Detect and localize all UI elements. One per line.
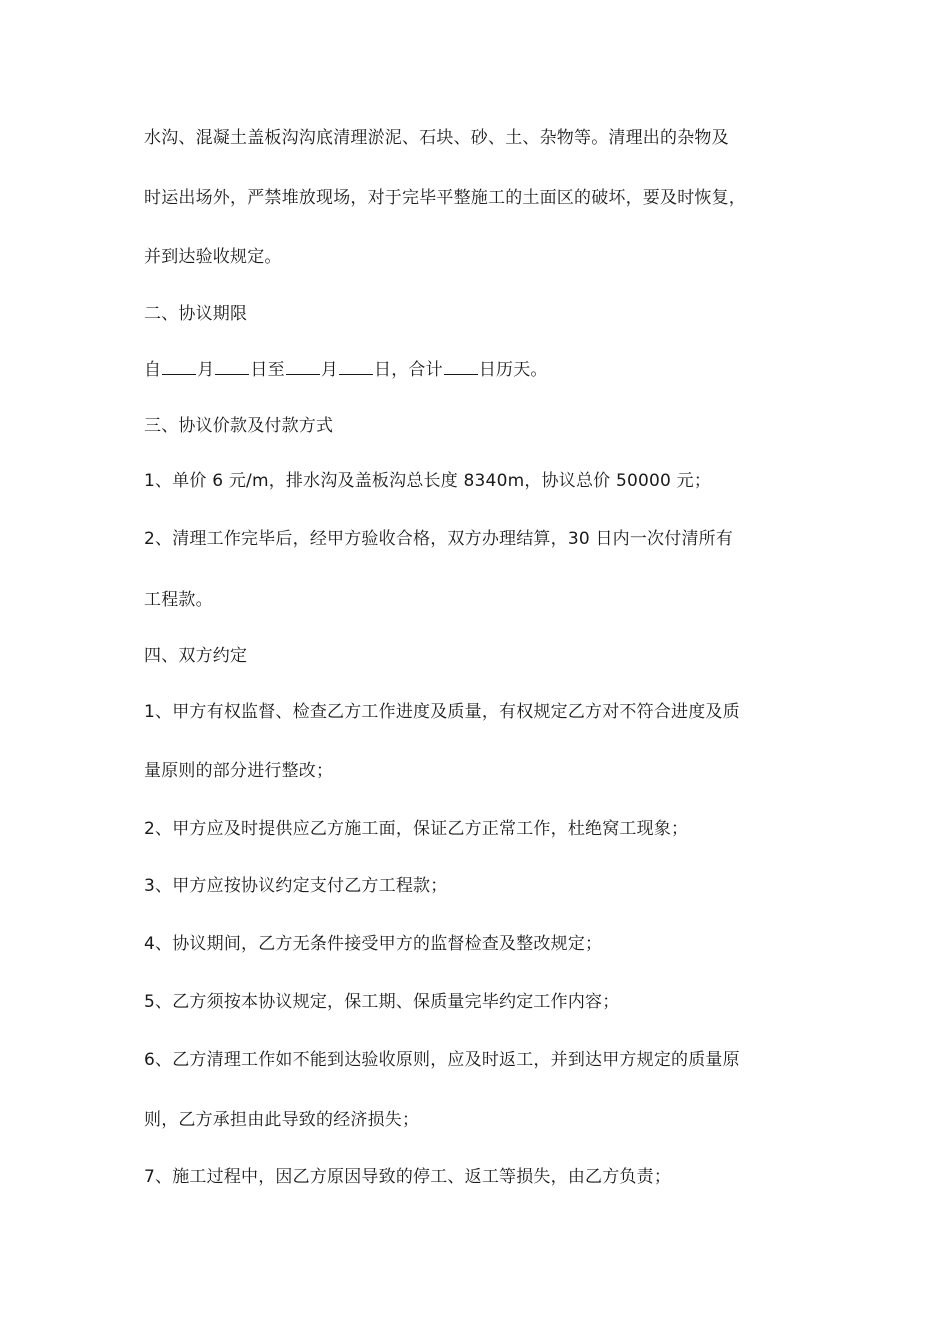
agreement-item-6-line2: 则，乙方承担由此导致的经济损失； [144, 1110, 420, 1130]
term-month2: 月 [320, 360, 339, 380]
section-heading-term: 二、协议期限 [144, 304, 248, 324]
agreement-item-7: 7、施工过程中，因乙方原因导致的停工、返工等损失，由乙方负责； [144, 1167, 672, 1187]
agreement-item-4: 4、协议期间，乙方无条件接受甲方的监督检查及整改规定； [144, 934, 603, 954]
agreement-item-1-line1: 1、甲方有权监督、检查乙方工作进度及质量，有权规定乙方对不符合进度及质 [144, 702, 740, 722]
term-day2: 日，合计 [374, 360, 443, 380]
agreement-item-2: 2、甲方应及时提供应乙方施工面，保证乙方正常工作，杜绝窝工现象； [144, 819, 689, 839]
agreement-item-5: 5、乙方须按本协议规定，保工期、保质量完毕约定工作内容； [144, 992, 620, 1012]
term-from: 自 [144, 360, 162, 380]
term-days: 日历天。 [478, 360, 548, 380]
term-line [144, 359, 548, 381]
term-day1: 日至 [250, 360, 285, 380]
paragraph-line: 时运出场外，严禁堆放现场，对于完毕平整施工的土面区的破坏，要及时恢复， [144, 188, 746, 208]
agreement-item-3: 3、甲方应按协议约定支付乙方工程款； [144, 876, 448, 896]
paragraph-line: 并到达验收规定。 [144, 247, 282, 267]
blank-field [162, 359, 196, 375]
agreement-item-1-line2: 量原则的部分进行整改； [144, 761, 334, 781]
agreement-item-6-line1: 6、乙方清理工作如不能到达验收原则，应及时返工，并到达甲方规定的质量原 [144, 1050, 740, 1070]
blank-field [339, 359, 373, 375]
blank-field [286, 359, 320, 375]
paragraph-line: 水沟、混凝土盖板沟沟底清理淤泥、石块、砂、土、杂物等。清理出的杂物及 [144, 128, 729, 148]
payment-item-2-line2: 工程款。 [144, 590, 213, 610]
term-month1: 月 [197, 360, 215, 380]
blank-field [444, 359, 478, 375]
payment-item-2-line1: 2、清理工作完毕后，经甲方验收合格，双方办理结算，30 日内一次付清所有 [144, 529, 734, 549]
section-heading-agreement: 四、双方约定 [144, 646, 248, 666]
section-heading-payment: 三、协议价款及付款方式 [144, 416, 334, 436]
blank-field [215, 359, 249, 375]
payment-item-1: 1、单价 6 元/m，排水沟及盖板沟总长度 8340m，协议总价 50000 元； [144, 471, 712, 491]
